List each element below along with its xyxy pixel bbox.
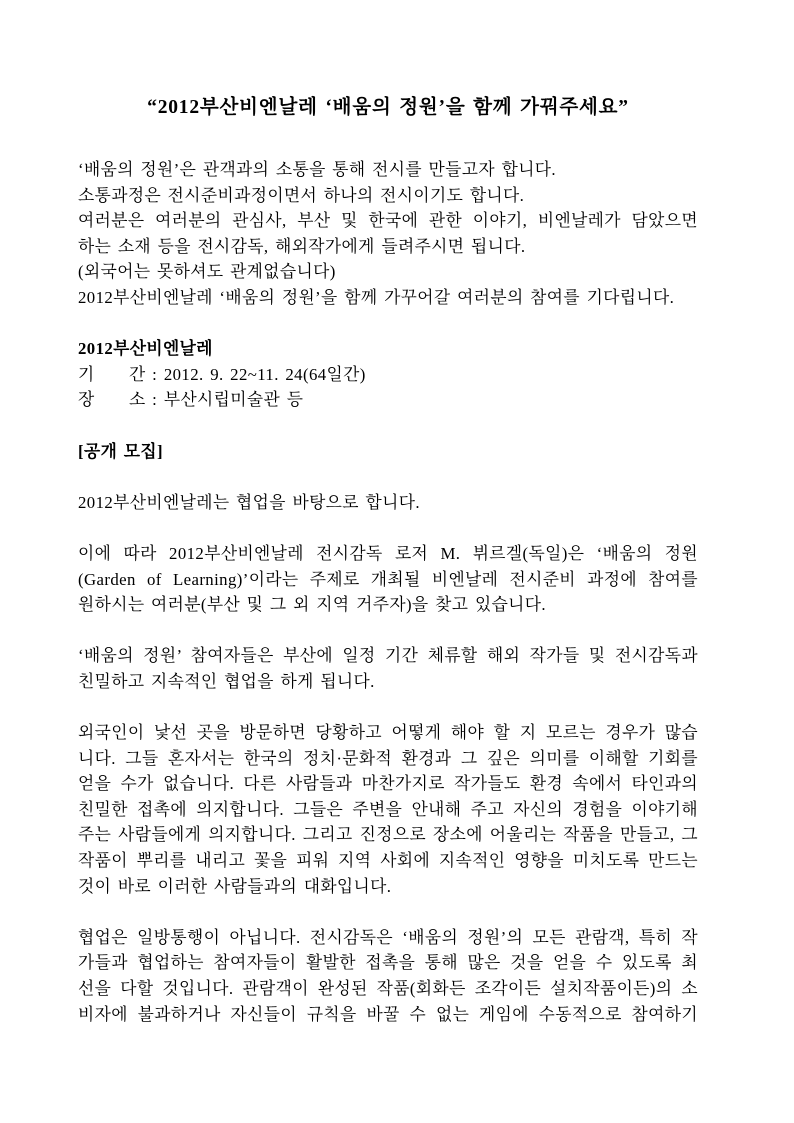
text-line: [공개 모집]	[78, 441, 164, 461]
intro-paragraph	[78, 157, 698, 311]
two-way-collaboration-paragraph	[78, 925, 698, 1027]
text-line: (Garden of Learning)’이라는 주제로 개최될 비엔날레 전시준비 과정에 참여를	[78, 569, 698, 589]
text-line: 외국인이 낯선 곳을 방문하면 당황하고 어떻게 해야 할 지 모르는 경우가 많습	[78, 723, 698, 743]
text-line: 비자에 불과하거나 자신들이 규칙을 바꿀 수 없는 게임에 수동적으로 참여하기	[78, 1004, 698, 1024]
text-line: 기 간 : 2012. 9. 22~11. 24(64일간)	[78, 364, 366, 384]
participants-paragraph	[78, 643, 698, 694]
text-line: 친밀하고 지속적인 협업을 하게 됩니다.	[78, 671, 375, 691]
text-line: 협업은 일방통행이 아닙니다. 전시감독은 ‘배움의 정원’의 모든 관람객, 특히 작	[78, 927, 698, 947]
text-line: ‘배움의 정원’ 참여자들은 부산에 일정 기간 체류할 해외 작가들 및 전시감독과	[78, 646, 698, 666]
text-line: (외국어는 못하셔도 관계없습니다)	[78, 262, 336, 282]
text-line: 장 소 : 부산시립미술관 등	[78, 390, 304, 410]
text-line: 이에 따라 2012부산비엔날레 전시감독 로저 M. 뷔르겔(독일)은 ‘배움의 정원	[78, 543, 698, 563]
text-line: 친밀한 접촉에 의지합니다. 그들은 주변을 안내해 주고 자신의 경험을 이야기해	[78, 799, 698, 819]
open-call-heading	[78, 439, 698, 465]
text-line: 여러분은 여러분의 관심사, 부산 및 한국에 관한 이야기, 비엔날레가 담았으면	[78, 211, 698, 231]
text-line: 2012부산비엔날레	[78, 339, 213, 359]
text-line: 2012부산비엔날레 ‘배움의 정원’을 함께 가꾸어갈 여러분의 참여를 기다립니다.	[78, 287, 675, 307]
text-line: 2012부산비엔날레는 협업을 바탕으로 합니다.	[78, 492, 420, 512]
text-line: 선을 다할 것입니다. 관람객이 완성된 작품(회화든 조각이든 설치작품이든)의 소	[78, 979, 698, 998]
text-line: 가들과 협업하는 참여자들이 활발한 접촉을 통해 많은 것을 얻을 수 있도록 최	[78, 953, 698, 973]
text-line: 얻을 수가 없습니다. 다른 사람들과 마찬가지로 작가들도 환경 속에서 타인과의	[78, 774, 698, 794]
text-line: 니다. 그들 혼자서는 한국의 정치·문화적 환경과 그 깊은 의미를 이해할 기회를	[78, 748, 698, 768]
foreigners-paragraph	[78, 720, 698, 899]
text-line: 하는 소재 등을 전시감독, 해외작가에게 들려주시면 됩니다.	[78, 236, 526, 256]
text-line: 원하시는 여러분(부산 및 그 외 지역 거주자)을 찾고 있습니다.	[78, 595, 546, 615]
text-line: 작품이 뿌리를 내리고 꽃을 피워 지역 사회에 지속적인 영향을 미치도록 만드는	[78, 851, 698, 871]
text-line: 소통과정은 전시준비과정이면서 하나의 전시이기도 합니다.	[78, 185, 525, 205]
director-paragraph	[78, 541, 698, 618]
text-line: ‘배움의 정원’은 관객과의 소통을 통해 전시를 만들고자 합니다.	[78, 160, 557, 179]
collaboration-basis-paragraph	[78, 490, 698, 516]
text-line: 것이 바로 이러한 사람들과의 대화입니다.	[78, 876, 392, 896]
document-title	[78, 94, 698, 121]
text-line: 주는 사람들에게 의지합니다. 그리고 진정으로 장소에 어울리는 작품을 만들고, 그	[78, 825, 698, 845]
document-content	[78, 94, 698, 1027]
biennale-info	[78, 336, 698, 413]
page-title: “2012부산비엔날레 ‘배움의 정원’을 함께 가꿔주세요”	[147, 97, 629, 118]
